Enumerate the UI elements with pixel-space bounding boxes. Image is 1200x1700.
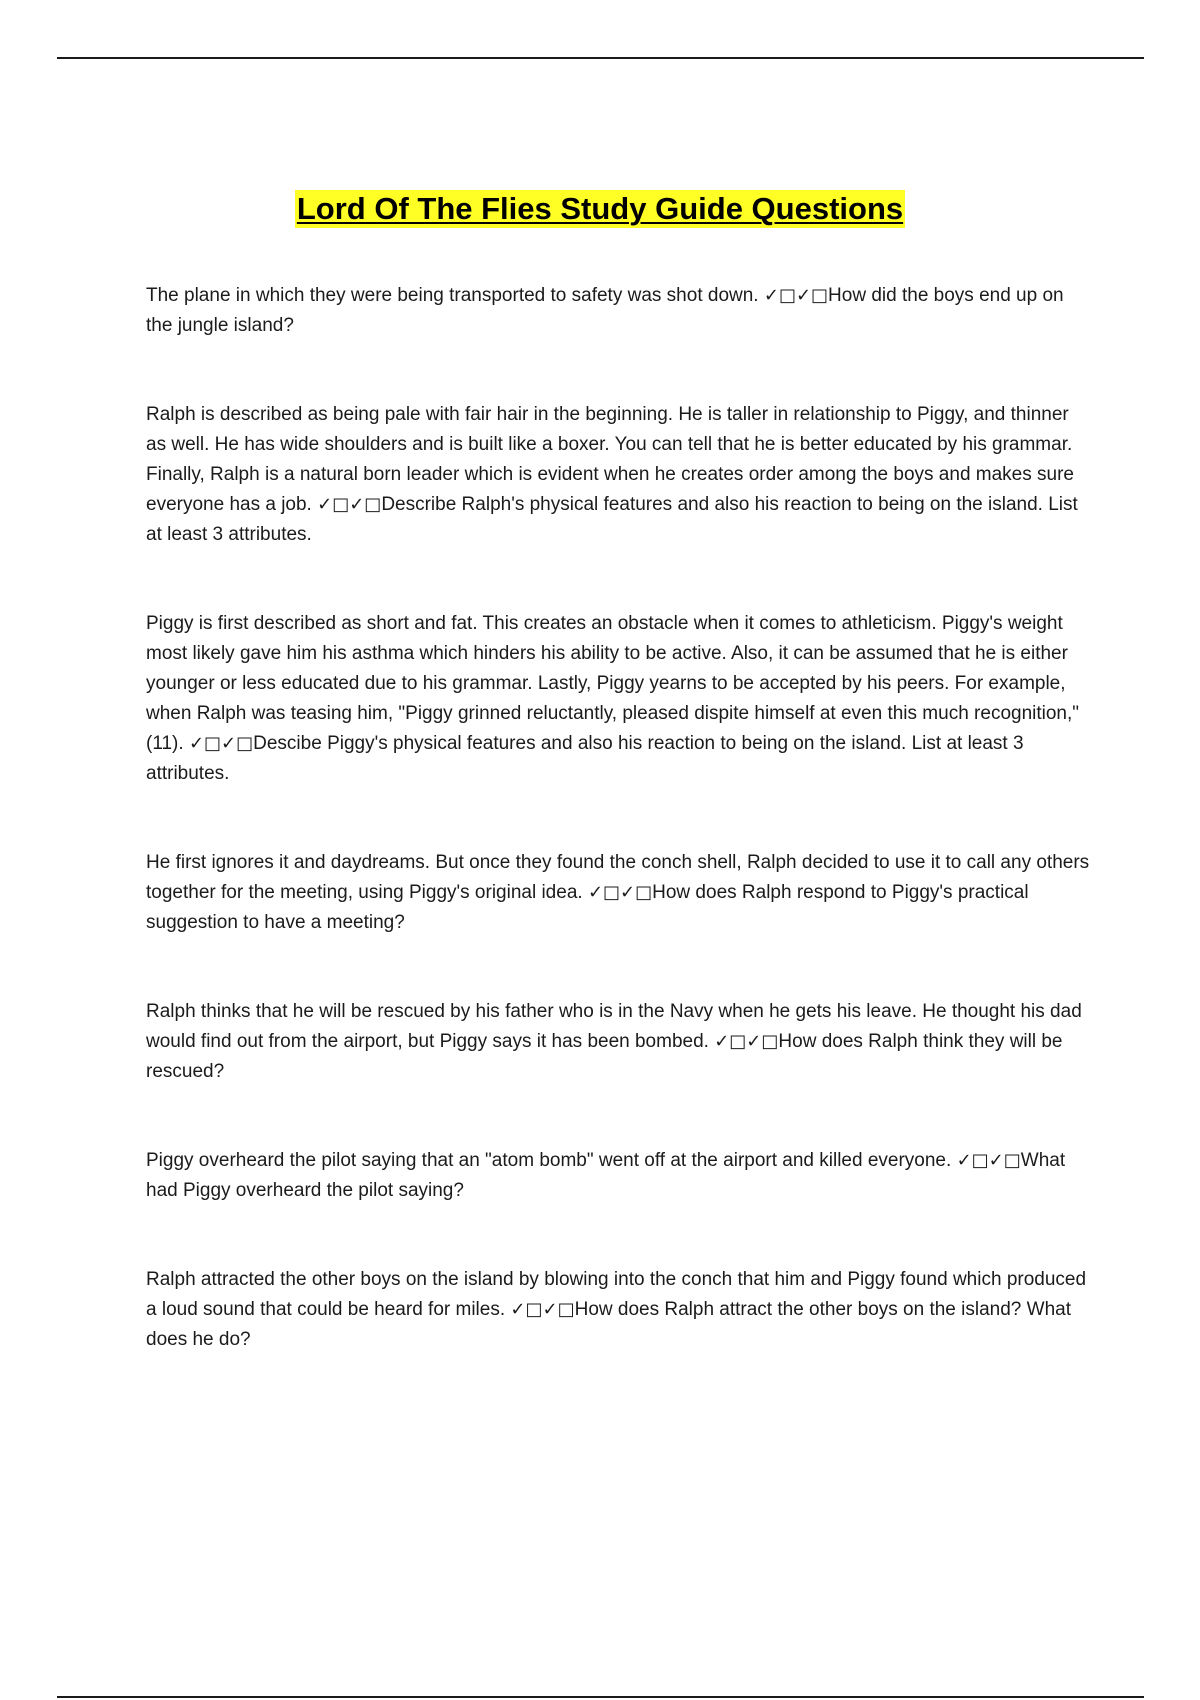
answer-text: Ralph attracted the other boys on the island by blowing into the conch that him and Piggy found which produced a loud sound that could be heard for miles. xyxy=(146,1269,1087,1320)
qa-entry xyxy=(146,1265,1091,1355)
top-divider xyxy=(57,57,1144,59)
check-separator: ✓□✓□ xyxy=(956,1150,1021,1171)
question-text: Describe Ralph's physical features and also his reaction to being on the island. List at least 3 attributes. xyxy=(146,494,1078,545)
answer-text: The plane in which they were being transported to safety was shot down. xyxy=(146,285,759,306)
qa-entry xyxy=(146,997,1091,1087)
qa-list xyxy=(146,281,1091,1414)
check-separator: ✓□✓□ xyxy=(188,733,254,754)
page-title: Lord Of The Flies Study Guide Questions xyxy=(296,191,904,226)
question-text: Descibe Piggy's physical features and also his reaction to being on the island. List at least 3 attributes. xyxy=(146,733,1024,784)
question-text: How did the boys end up on the jungle island? xyxy=(146,285,1064,336)
bottom-divider xyxy=(57,1696,1144,1698)
question-text: How does Ralph attract the other boys on the island? What does he do? xyxy=(146,1299,1071,1350)
question-text: What had Piggy overheard the pilot saying? xyxy=(146,1150,1066,1201)
question-text: How does Ralph think they will be rescued? xyxy=(146,1031,1063,1082)
answer-text: Piggy is first described as short and fat. This creates an obstacle when it comes to athleticism. Piggy's weight most likely gave him his asthma which hinders his ability to be active. Also, it can be assumed that he is either younger or less educated due to his grammar. Lastly, Piggy yearns to be accepted by his peers. For example, when Ralph was teasing him, "Piggy grinned reluctantly, pleased dispite himself at even this much recognition," (11). xyxy=(146,613,1080,754)
qa-entry xyxy=(146,848,1091,938)
answer-text: Ralph is described as being pale with fair hair in the beginning. He is taller in relationship to Piggy, and thinner as well. He has wide shoulders and is built like a boxer. You can tell that he is better educated by his grammar. Finally, Ralph is a natural born leader which is evident when he creates order among the boys and makes sure everyone has a job. xyxy=(146,404,1074,515)
check-separator: ✓□✓□ xyxy=(587,882,653,903)
qa-entry xyxy=(146,400,1091,550)
check-separator: ✓□✓□ xyxy=(510,1299,575,1320)
check-separator: ✓□✓□ xyxy=(714,1031,779,1052)
question-text: How does Ralph respond to Piggy's practical suggestion to have a meeting? xyxy=(146,882,1029,933)
title-block xyxy=(0,190,1200,228)
check-separator: ✓□✓□ xyxy=(317,494,382,515)
qa-entry xyxy=(146,281,1091,341)
check-separator: ✓□✓□ xyxy=(763,285,829,306)
qa-entry xyxy=(146,1146,1091,1206)
answer-text: Piggy overheard the pilot saying that an "atom bomb" went off at the airport and killed everyone. xyxy=(146,1150,952,1171)
answer-text: Ralph thinks that he will be rescued by his father who is in the Navy when he gets his leave. He thought his dad would find out from the airport, but Piggy says it has been bombed. xyxy=(146,1001,1082,1052)
answer-text: He first ignores it and daydreams. But once they found the conch shell, Ralph decided to use it to call any others together for the meeting, using Piggy's original idea. xyxy=(146,852,1090,903)
qa-entry xyxy=(146,609,1091,789)
